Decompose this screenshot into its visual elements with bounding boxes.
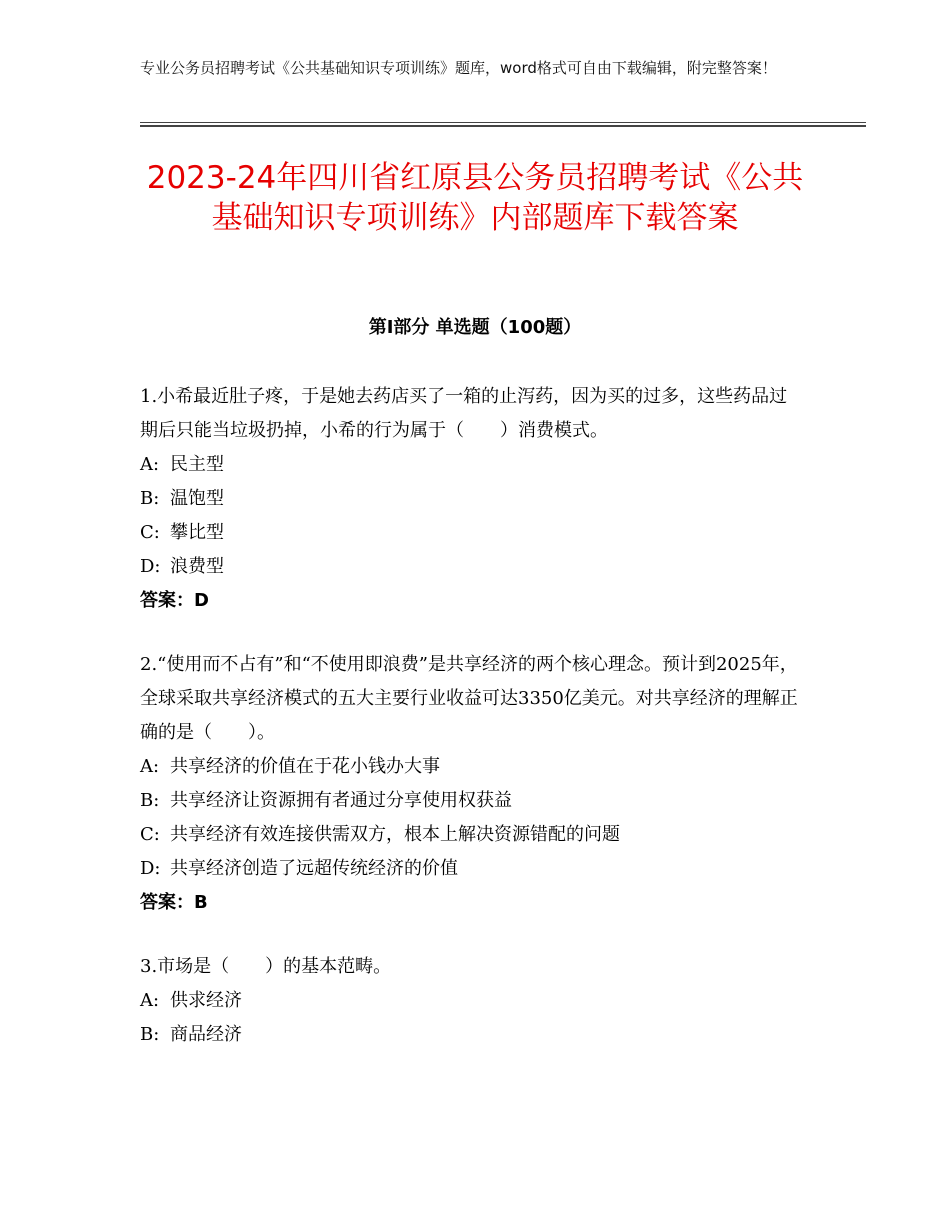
option-a (140, 448, 805, 482)
option-text: 攀比型 (170, 522, 224, 543)
option-letter: A: (140, 990, 160, 1011)
section-title: 第Ⅰ部分 单选题（100题） (368, 317, 582, 338)
question-3 (140, 950, 805, 1052)
option-letter: B: (140, 1024, 160, 1045)
option-c (140, 818, 805, 852)
option-text: 民主型 (170, 454, 224, 475)
header-rule-thick (140, 125, 866, 127)
option-text: 共享经济创造了远超传统经济的价值 (170, 858, 458, 879)
option-text: 共享经济让资源拥有者通过分享使用权获益 (170, 790, 512, 811)
question-stem: 2.“使用而不占有”和“不使用即浪费”是共享经济的两个核心理念。预计到2025年，全球采取共享经济模式的五大主要行业收益可达3350亿美元。对共享经济的理解正确的是（ ）。 (140, 654, 798, 743)
question-stem: 3.市场是（ ）的基本范畴。 (140, 956, 392, 977)
option-letter: B: (140, 488, 160, 509)
question-2 (140, 648, 805, 920)
header-note: 专业公务员招聘考试《公共基础知识专项训练》题库，word格式可自由下载编辑，附完整答案！ (140, 59, 777, 77)
option-letter: D: (140, 556, 161, 577)
answer-label: 答案： (140, 590, 194, 611)
option-b (140, 784, 805, 818)
option-letter: C: (140, 824, 160, 845)
option-letter: A: (140, 756, 160, 777)
answer-line (140, 886, 805, 920)
question-1 (140, 380, 805, 618)
option-letter: B: (140, 790, 160, 811)
question-stem: 1.小希最近肚子疼，于是她去药店买了一箱的止泻药，因为买的过多，这些药品过期后只能当垃圾扔掉，小希的行为属于（ ）消费模式。 (140, 386, 788, 441)
answer-line (140, 584, 805, 618)
option-text: 商品经济 (170, 1024, 242, 1045)
option-d (140, 852, 805, 886)
option-letter: A: (140, 454, 160, 475)
option-text: 共享经济有效连接供需双方，根本上解决资源错配的问题 (170, 824, 620, 845)
option-a (140, 750, 805, 784)
option-text: 供求经济 (170, 990, 242, 1011)
question-list (140, 380, 805, 1082)
answer-value: B (194, 892, 208, 913)
option-d (140, 550, 805, 584)
option-a (140, 984, 805, 1018)
option-letter: C: (140, 522, 160, 543)
answer-label: 答案： (140, 892, 194, 913)
option-b (140, 482, 805, 516)
option-text: 浪费型 (170, 556, 224, 577)
option-text: 共享经济的价值在于花小钱办大事 (170, 756, 440, 777)
document-title: 2023-24年四川省红原县公务员招聘考试《公共基础知识专项训练》内部题库下载答案 (146, 160, 804, 236)
option-text: 温饱型 (170, 488, 224, 509)
answer-value: D (194, 590, 209, 611)
header-rule-thin (140, 122, 866, 123)
option-letter: D: (140, 858, 161, 879)
option-b (140, 1018, 805, 1052)
option-c (140, 516, 805, 550)
